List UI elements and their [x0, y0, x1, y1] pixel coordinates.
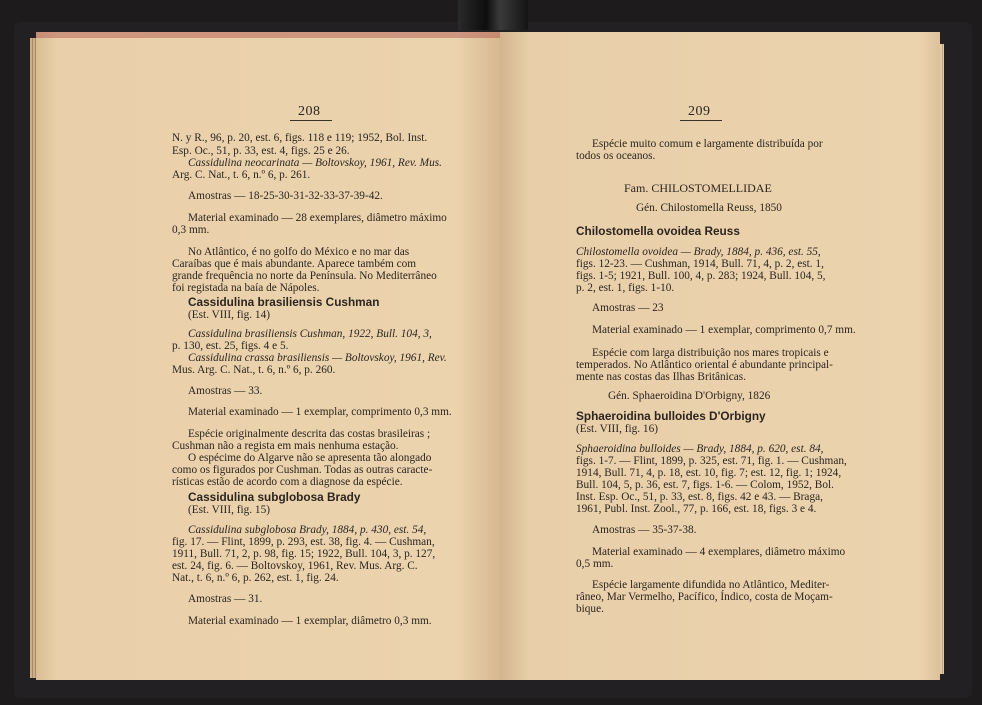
- text-line: como os figurados por Cushman. Todas as outras caracte-: [172, 464, 433, 476]
- text-line: 0,5 mm.: [576, 558, 614, 570]
- species-heading: Chilostomella ovoidea Reuss: [576, 224, 740, 238]
- text-line: Cassidulina neocarinata — Boltovskoy, 1961, Rev. Mus.: [188, 157, 442, 169]
- text-line: foi registada na baía de Nápoles.: [172, 282, 320, 294]
- page-number: 209: [688, 104, 711, 119]
- text-line: Cassidulina subglobosa Brady, 1884, p. 430, est. 54,: [188, 524, 427, 536]
- text-line: No Atlântico, é no golfo do México e no mar das: [188, 246, 410, 258]
- text-line: 1961, Publ. Inst. Zool., 77, p. 166, est. 18, figs. 3 e 4.: [576, 503, 817, 515]
- text-line: Espécie com larga distribuição nos mares tropicais e: [592, 347, 829, 359]
- text-line: Material examinado — 4 exemplares, diâmetro máximo: [592, 546, 846, 558]
- left-page: [36, 32, 500, 680]
- text-line: N. y R., 96, p. 20, est. 6, figs. 118 e 119; 1952, Bol. Inst.: [172, 132, 428, 144]
- page-number-rule: [680, 120, 722, 121]
- text-line: Esp. Oc., 51, p. 33, est. 4, figs. 25 e 26.: [172, 145, 350, 157]
- text-line: figs. 12-23. — Cushman, 1914, Bull. 71, 4, p. 2, est. 1,: [576, 258, 824, 270]
- genus-heading: Gén. Sphaeroidina D'Orbigny, 1826: [608, 390, 771, 402]
- species-heading: Cassidulina subglobosa Brady: [188, 490, 361, 504]
- text-line: temperados. No Atlântico oriental é abundante principal-: [576, 359, 833, 371]
- text-line: Chilostomella ovoidea — Brady, 1884, p. 436, est. 55,: [576, 246, 821, 258]
- text-line: Cassidulina brasiliensis Cushman, 1922, Bull. 104, 3,: [188, 328, 432, 340]
- text-line: Amostras — 31.: [188, 593, 263, 605]
- text-line: Amostras — 18-25-30-31-32-33-37-39-42.: [188, 190, 383, 202]
- text-line: bique.: [576, 603, 604, 615]
- text-line: 1911, Bull. 71, 2, p. 98, fig. 15; 1922, Bull. 104, 3, p. 127,: [172, 548, 436, 560]
- text-line: rísticas estão de acordo com a diagnose da espécie.: [172, 476, 403, 488]
- text-line: Nat., t. 6, n.º 6, p. 262, est. 1, fig. 24.: [172, 572, 339, 584]
- text-line: Espécie muito comum e largamente distribuída por: [592, 138, 823, 150]
- text-line: est. 24, fig. 6. — Boltovskoy, 1961, Rev. Mus. Arg. C.: [172, 560, 418, 572]
- text-line: Material examinado — 1 exemplar, comprimento 0,7 mm.: [592, 324, 856, 336]
- text-line: Inst. Esp. Oc., 51, p. 33, est. 8, figs. 42 e 43. — Braga,: [576, 491, 823, 503]
- text-line: p. 2, est. 1, figs. 1-10.: [576, 282, 675, 294]
- text-line: (Est. VIII, fig. 16): [576, 423, 658, 435]
- text-line: figs. 1-7. — Flint, 1899, p. 325, est. 71, fig. 1. — Cushman,: [576, 455, 847, 467]
- text-line: mente nas costas das Ilhas Britânicas.: [576, 371, 747, 383]
- text-line: Amostras — 33.: [188, 385, 263, 397]
- text-line: 0,3 mm.: [172, 224, 210, 236]
- book-spine: [458, 0, 528, 30]
- text-line: O espécime do Algarve não se apresenta tão alongado: [188, 452, 432, 464]
- left-page-top-stain: [36, 32, 500, 38]
- family-heading: Fam. CHILOSTOMELLIDAE: [624, 181, 772, 195]
- text-line: Cassidulina crassa brasiliensis — Boltovskoy, 1961, Rev.: [188, 352, 447, 364]
- text-line: figs. 1-5; 1921, Bull. 100, 4, p. 283; 1924, Bull. 104, 5,: [576, 270, 826, 282]
- genus-heading: Gén. Chilostomella Reuss, 1850: [636, 202, 782, 214]
- text-line: Cushman não a regista em mais nenhuma estação.: [172, 440, 399, 452]
- text-line: p. 130, est. 25, figs. 4 e 5.: [172, 340, 289, 352]
- text-line: Bull. 104, 5, p. 36, est. 7, figs. 1-6. — Colom, 1952, Bol.: [576, 479, 834, 491]
- right-page: [500, 32, 940, 680]
- text-line: râneo, Mar Vermelho, Pacífico, Índico, costa de Moçam-: [576, 591, 833, 603]
- text-line: Arg. C. Nat., t. 6, n.º 6, p. 261.: [172, 169, 311, 181]
- text-line: Amostras — 35-37-38.: [592, 524, 697, 536]
- text-line: (Est. VIII, fig. 14): [188, 309, 270, 321]
- text-line: Material examinado — 1 exemplar, comprimento 0,3 mm.: [188, 406, 452, 418]
- page-number-rule: [290, 120, 332, 121]
- text-line: fig. 17. — Flint, 1899, p. 293, est. 38, fig. 4. — Cushman,: [172, 536, 435, 548]
- text-line: Mus. Arg. C. Nat., t. 6, n.º 6, p. 260.: [172, 364, 336, 376]
- species-heading: Cassidulina brasiliensis Cushman: [188, 295, 380, 309]
- text-line: (Est. VIII, fig. 15): [188, 504, 270, 516]
- text-line: Material examinado — 28 exemplares, diâmetro máximo: [188, 212, 447, 224]
- page-number: 208: [298, 104, 321, 119]
- text-line: Espécie largamente difundida no Atlântico, Mediter-: [592, 579, 830, 591]
- text-line: Material examinado — 1 exemplar, diâmetro 0,3 mm.: [188, 615, 432, 627]
- text-line: 1914, Bull. 71, 4, p. 18, est. 10, fig. 7; est. 12, fig. 1; 1924,: [576, 467, 842, 479]
- text-line: todos os oceanos.: [576, 150, 656, 162]
- text-line: Sphaeroidina bulloides — Brady, 1884, p. 620, est. 84,: [576, 443, 824, 455]
- text-line: Amostras — 23: [592, 302, 664, 314]
- text-line: grande frequência no norte da Península. No Mediterrâneo: [172, 270, 437, 282]
- species-heading: Sphaeroidina bulloides D'Orbigny: [576, 409, 766, 423]
- text-line: Caraíbas que é mais abundante. Aparece também com: [172, 258, 417, 270]
- text-line: Espécie originalmente descrita das costas brasileiras ;: [188, 428, 431, 440]
